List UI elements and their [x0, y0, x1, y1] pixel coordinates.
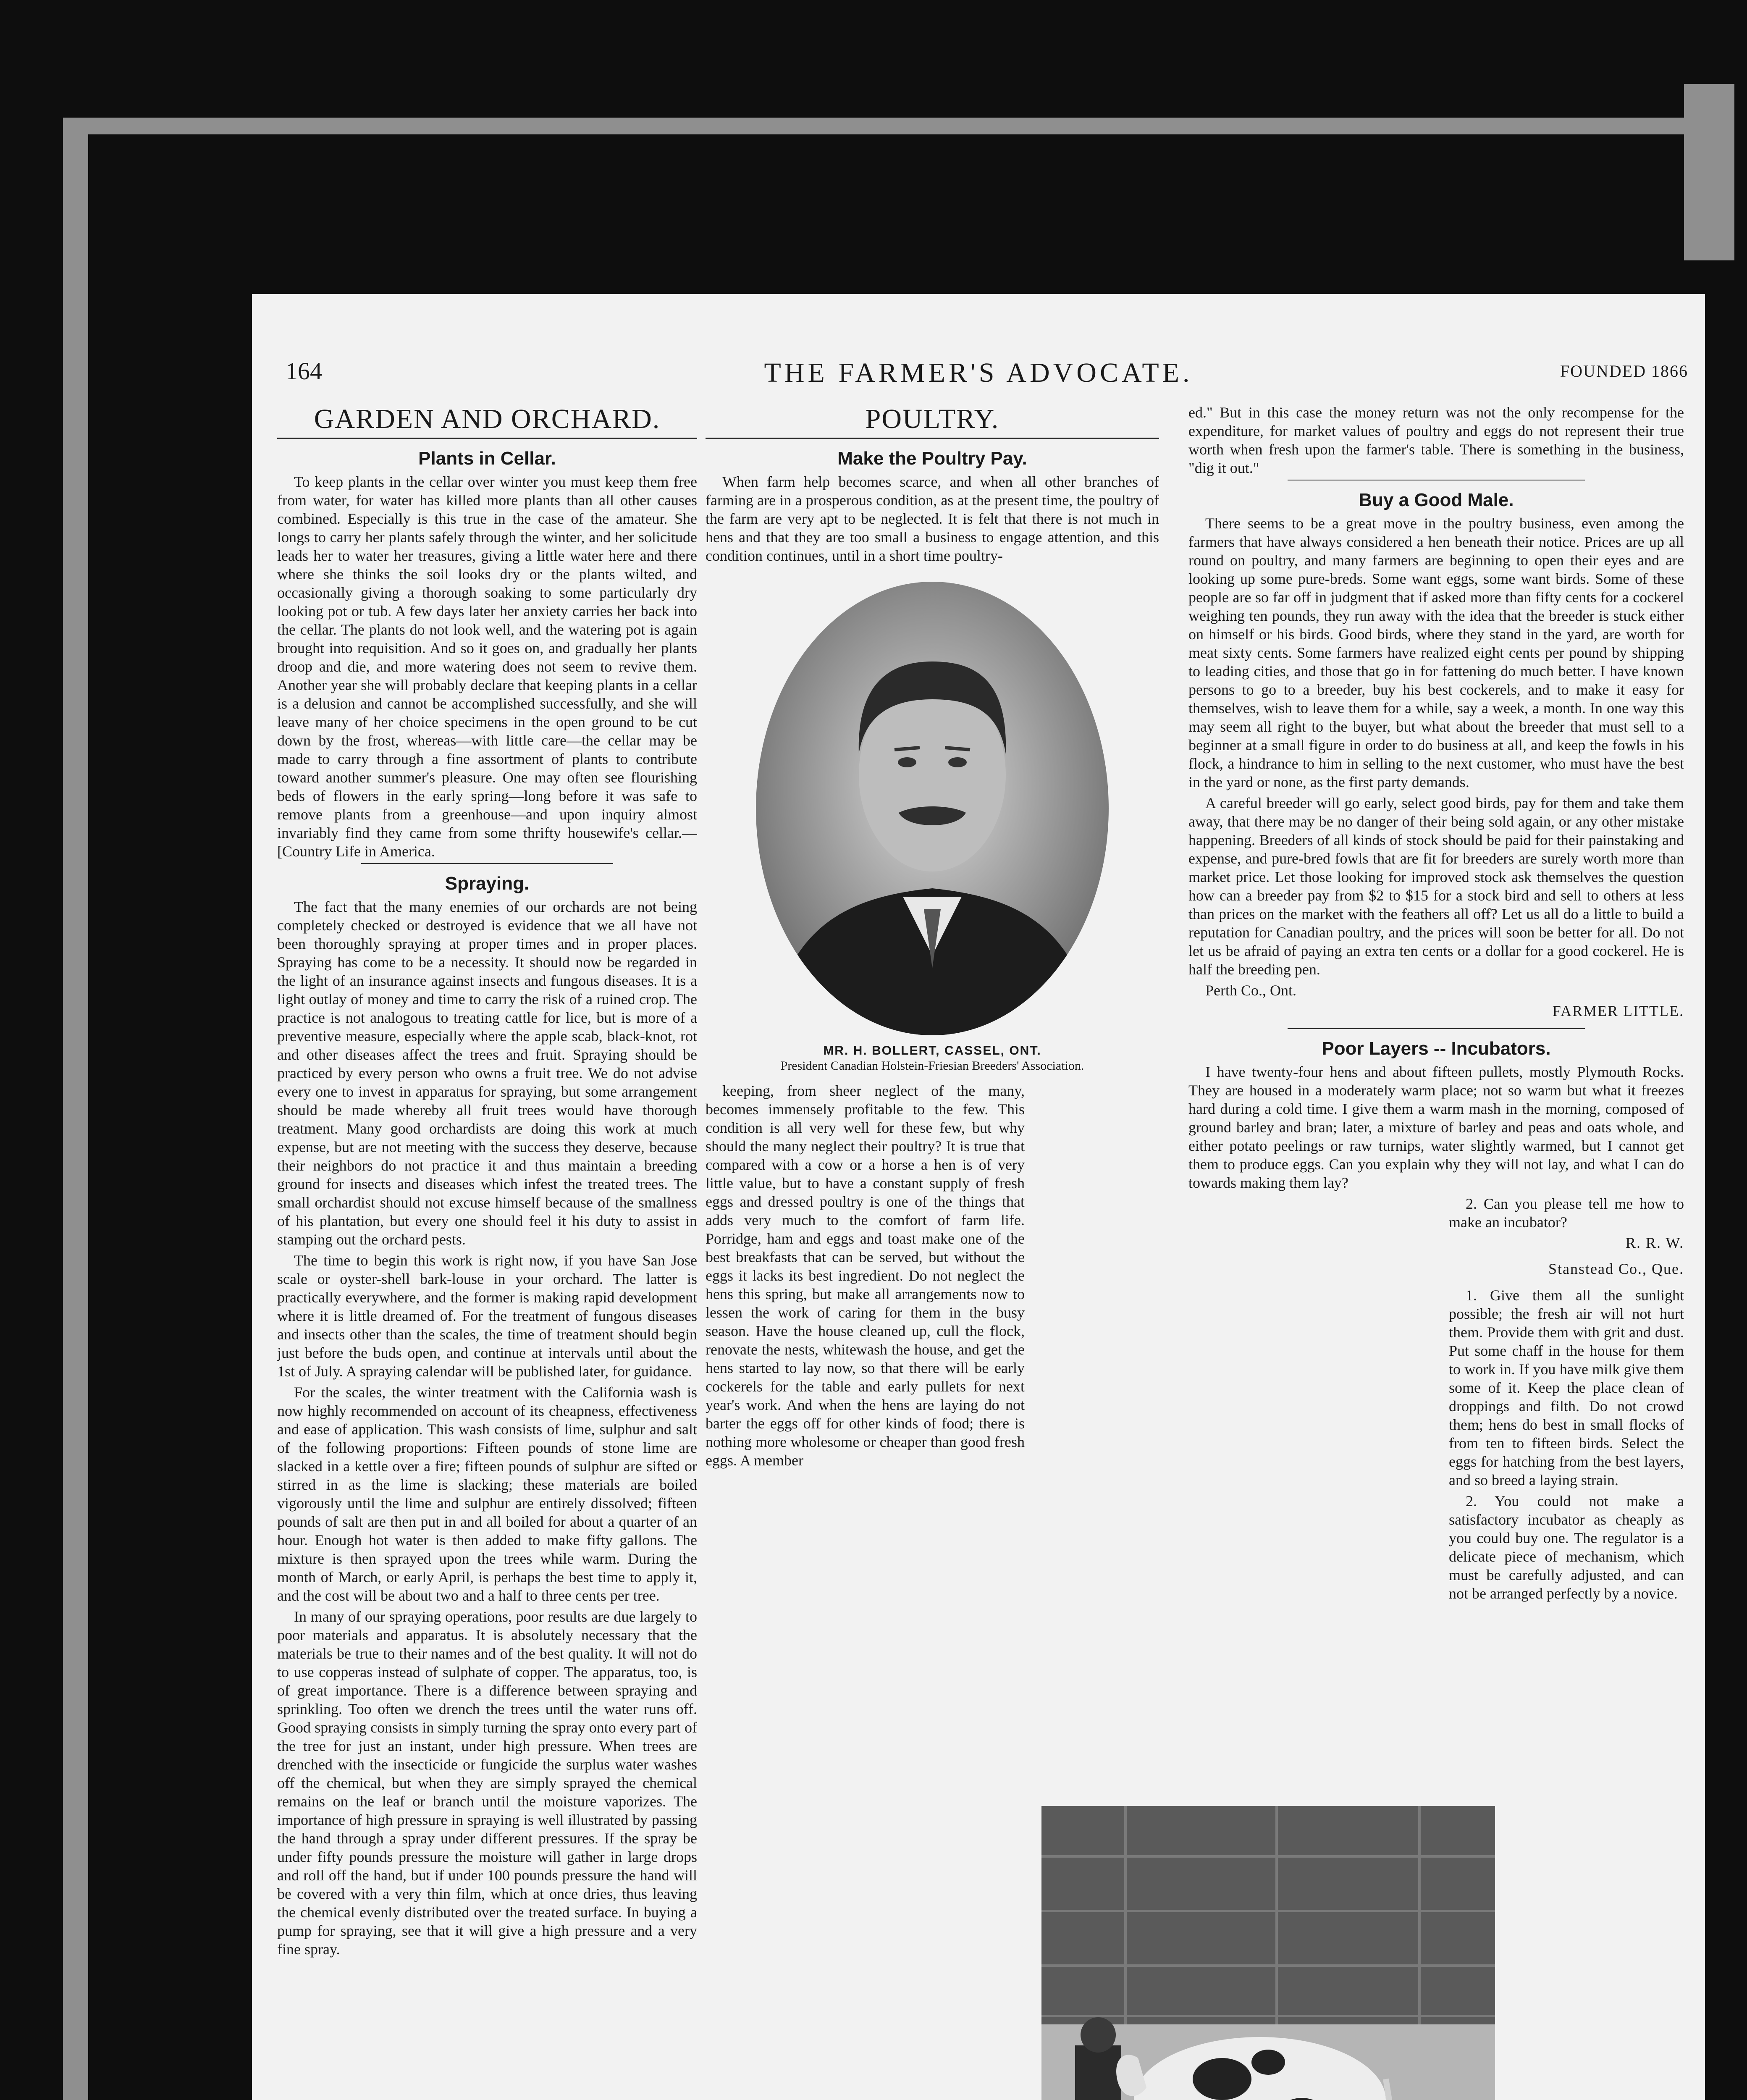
article-paragraph: There seems to be a great move in the poultry business, even among the farmers that have always considered a hen beneath their notice. Prices are up all round on poultry, and many farmers are beginning to open their eyes and are looking up some pure-breds. Some want eggs, some want birds. Some of these people are so far off in judgment that if asked more than fifty cents for a cockerel weighing ten pounds, they run away with the idea that the breeder is stuck either on himself or his birds. Good birds, where they stand in the yard, are worth for meat sixty cents. Some farmers have realized eight cents per pound by shipping to leading cities, and those that go in for fattening do much better. I have known persons to go to a breeder, buy his best cockerels, and to make it easy for themselves, wish to leave them for a while, say a week, a month. In one way this may seem all right to the buyer, but what about the breeder that must sell to a beginner at a small figure in order to do business at all, and keep the fowls in his flock, a hindrance to him in selling to the next customer, who must have the best in the yard or none, as the first party demands. — [1188, 515, 1684, 790]
portrait-subcaption: President Canadian Holstein-Friesian Breeders' Association. — [780, 1059, 1084, 1073]
article-paragraph: 1. Give them all the sunlight possible; the fresh air will not hurt them. Provide them with grit and dust. Put some chaff in the house for them to work in. If you have milk give them some of it. Keep the place clean of droppings and filth. Do not crowd them; hens do best in small flocks of from ten to fifteen birds. Select the eggs for hatching from the best layers, and so breed a laying strain. — [1449, 1287, 1684, 1488]
narrow-text-block — [1449, 1194, 1684, 1605]
divider — [277, 438, 697, 439]
cow-illustration — [1041, 1806, 1495, 2100]
masthead-title: THE FARMER'S ADVOCATE. — [764, 357, 1193, 388]
article-paragraph: keeping, from sheer neglect of the many, becomes immensely profitable to the few. This condition is all very well for these few, but why should the many neglect their poultry? It is true that compared with a cow or a horse a hen is of very little value, but to have a constant supply of fresh eggs and dressed poultry is one of the things that adds very much to the comfort of farm life. Porridge, ham and eggs and toast make one of the best breakfasts that can be served, but without the eggs it lacks its best ingredient. Do not neglect the hens this spring, but make all arrangements now to lessen the work of caring for them in the busy season. Have the house cleaned up, cull the flock, renovate the nests, whitewash the house, and get the hens started to lay now, so that there will be early cockerels for the table and early pullets for next year's work. And when the hens are laying do not barter the eggs off for other kinds of food; there is nothing more wholesome or cheaper than good fresh eggs. A member — [706, 1082, 1025, 1469]
background-frame-right — [1684, 84, 1734, 260]
background-frame-top — [63, 118, 1684, 134]
article-paragraph: For the scales, the winter treatment with the California wash is now highly recommended on account of its cheapness, effectiveness and ease of application. This wash consists of lime, sulphur and salt of the following proportions: Fifteen pounds of stone lime are slacked in a kettle over a fire; fifteen pounds of sulphur are sifted or stirred in as the lime is slacking; these materials are boiled vigorously until the lime and sulphur are entirely dissolved; fifteen pounds of salt are then put in and all boiled for about a quarter of an hour. Enough hot water is then added to make fifty gallons. The mixture is then sprayed upon the trees while warm. During the month of March, or early April, is perhaps the best time to apply it, and the cost will be about two and a half to three cents per tree. — [277, 1384, 697, 1604]
masthead — [252, 357, 1705, 395]
background-frame-left — [63, 126, 88, 2100]
article-place: Perth Co., Ont. — [1205, 982, 1297, 999]
article-title-buy-good-male: Buy a Good Male. — [1359, 490, 1514, 510]
article-title-plants-in-cellar: Plants in Cellar. — [418, 448, 556, 469]
cow-photo — [1041, 1806, 1495, 2100]
divider — [361, 863, 613, 864]
portrait-caption: MR. H. BOLLERT, CASSEL, ONT. — [823, 1044, 1041, 1058]
article-paragraph: ed." But in this case the money return was not the only recompense for the expenditure, for market values of poultry and eggs do not represent their true worth when fresh upon the farmer's table. There is something in the business, "dig it out." — [1188, 404, 1684, 476]
article-paragraph: The fact that the many enemies of our orchards are not being completely checked or destroyed is evidence that we all have not been thoroughly spraying at proper times and in proper places. Spraying has come to be a necessity. It should now be regarded in the light of an insurance against insects and fungous diseases. It is a light outlay of money and time to carry the risk of a ruined crop. The practice is not analogous to treating cattle for lice, but is more of a preventive measure, especially where the apple scab, black-knot, rot and other diseases affect the trees and fruit. Spraying should be practiced by every person who owns a fruit tree. We do not advise every one to invest in apparatus for spraying, but some arrangement should be made whereby all fruit trees would have thorough treatment. Many good orchardists are doing this work at much expense, but are not meeting with the success they deserve, because their neighbors do not practice it and thus maintain a breeding ground for insects and diseases which infest the treated trees. The small orchardist should not excuse himself because of the smallness of his plantation, but every one should feel it his duty to assist in stamping out the orchard pests. — [277, 898, 697, 1248]
article-paragraph: The time to begin this work is right now, if you have San Jose scale or oyster-shell bark-louse in your orchard. The latter is practically everywhere, and the former is making rapid development where it is little dreamed of. For the treatment of fungous diseases and insects other than the scales, the time of treatment should begin just before the buds open, and continue at intervals until about the 1st of July. A spraying calendar will be published later, for guidance. — [277, 1252, 697, 1380]
author-signature: FARMER LITTLE. — [1552, 1003, 1684, 1019]
article-paragraph: When farm help becomes scarce, and when all other branches of farming are in a prosperous condition, as at the present time, the poultry of the farm are very apt to be neglected. It is felt that there is not much in hens and that they are too small a business to engage attention, and this condition continues, until in a short time poultry- — [706, 473, 1159, 564]
article-paragraph: A careful breeder will go early, select good birds, pay for them and take them away, that there may be no danger of their being sold again, or any other mistake happening. Breeders of all kinds of stock should be paid for their painstaking and expense, and pure-bred fowls that are fit for breeders are surely worth more than market price. Let those looking for improved stock ask themselves the question how can a breeder pay from $2 to $15 for a stock bird and sell to others at less than prices on the market with the feathers all off? Let us all do a little to build a reputation for Canadian poultry, and the prices will soon be better for all. Do not let us be afraid of paying an extra ten cents or a dollar for a good cockerel. He is half the breeding pen. — [1188, 795, 1684, 978]
article-paragraph: In many of our spraying operations, poor results are due largely to poor materials and apparatus. It is absolutely necessary that the materials be true to their names and of the best quality. It will not do to use copperas instead of sulphate of copper. The apparatus, too, is of great importance. There is a difference between spraying and sprinkling. Too often we drench the trees until the water runs off. Good spraying consists in simply turning the spray onto every part of the tree for just an instant, under high pressure. When trees are drenched with the insecticide or fungicide the surplus water washes off the chemical, but when they are simply sprayed the chemical remains on the leaf or branch until the moisture vaporizes. The importance of high pressure in spraying is well illustrated by passing the hand through a spray under different pressures. If the spray be under fifty pounds pressure the moisture will gather in large drops and roll off the hand, but if under 100 pounds pressure the hand will be covered with a very thin film, which at once dries, thus leaving the chemical evenly distributed over the treated surface. In buying a pump for spraying, see that it will give a high pressure and a very fine spray. — [277, 1608, 697, 1958]
article-paragraph: 2. Can you please tell me how to make an incubator? — [1449, 1195, 1684, 1231]
divider — [706, 438, 1159, 439]
founded-label: FOUNDED 1866 — [1560, 362, 1688, 381]
section-title-garden: GARDEN AND ORCHARD. — [314, 404, 661, 434]
section-title-poultry: POULTRY. — [865, 404, 999, 434]
divider — [1288, 1028, 1585, 1029]
portrait-illustration — [752, 578, 1113, 1040]
page-number: 164 — [286, 357, 322, 385]
article-title-spraying: Spraying. — [445, 873, 530, 894]
article-paragraph: I have twenty-four hens and about fifteen pullets, mostly Plymouth Rocks. They are housed in a moderately warm place; not so warm but what it freezes hard during a cold time. I give them a warm mash in the morning, composed of ground barley and bran; later, a mixture of barley and peas and oats whole, and either potato peelings or raw turnips, water slightly warmed, but I cannot get them to produce eggs. Can you explain why they will not lay, and what I can do towards making them lay? — [1188, 1063, 1684, 1191]
article-paragraph: To keep plants in the cellar over winter you must keep them free from water, for water has killed more plants than all other causes combined. Especially is this true in the case of the amateur. She longs to carry her plants safely through the winter, and her solicitude leads her to water her treasures, giving a little water here and there where she thinks the soil looks dry or the plants wilted, and occasionally giving a thorough soaking to some particularly dry looking pot or tub. A few days later her anxiety carries her back into the cellar. The plants do not look well, and the watering pot is again brought into requisition. And so it goes on, and gradually her plants droop and die, and more watering does not seem to revive them. Another year she will probably declare that keeping plants in a cellar is a delusion and cannot be accomplished successfully, and she will leave many of her choice specimens in the open ground to be cut down by the frost, whereas—with little care—the cellar may be made to carry through a fine assortment of plants to contribute toward another summer's pleasure. One may often see flourishing beds of flowers in the early spring—long before it was safe to remove plants from a greenhouse—and upon inquiry almost invariably find they came from some thrifty housewife's cellar.—[Country Life in America. — [277, 473, 697, 860]
column-garden-orchard — [277, 403, 697, 2100]
newspaper-page — [252, 294, 1705, 2100]
article-title-make-poultry-pay: Make the Poultry Pay. — [837, 448, 1027, 469]
portrait-photo — [752, 578, 1113, 1040]
article-title-poor-layers: Poor Layers -- Incubators. — [1322, 1038, 1551, 1059]
letter-initials: R. R. W. — [1625, 1234, 1684, 1251]
letter-location: Stanstead Co., Que. — [1548, 1260, 1684, 1277]
article-paragraph: 2. You could not make a satisfactory incubator as cheaply as you could buy one. The regulator is a delicate piece of mechanism, which must be carefully adjusted, and can not be arranged perfectly by a novice. — [1449, 1493, 1684, 1602]
